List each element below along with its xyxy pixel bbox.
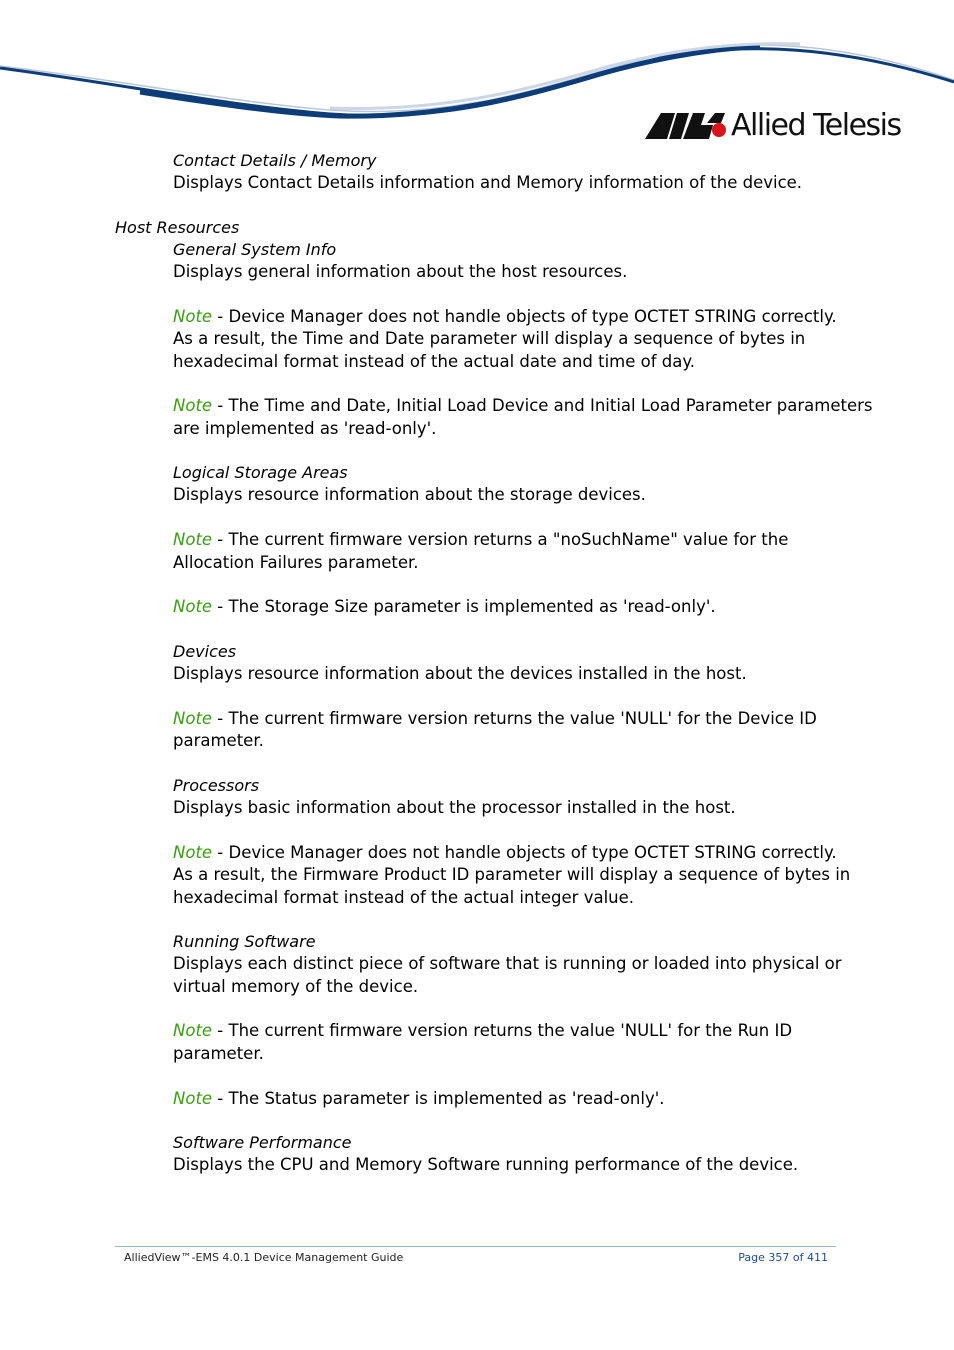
note-line xyxy=(173,395,873,417)
allied-telesis-logo-icon xyxy=(645,113,727,139)
note-line xyxy=(173,596,716,618)
footer-page-number: Page 357 of 411 xyxy=(738,1251,828,1264)
section-heading: Host Resources xyxy=(115,218,240,237)
paragraph-line: As a result, the Time and Date parameter will display a sequence of bytes in xyxy=(173,329,806,348)
note-line xyxy=(173,306,837,328)
subsection-heading: Software Performance xyxy=(173,1133,352,1152)
paragraph-line: parameter. xyxy=(173,1044,264,1063)
brand-logo xyxy=(645,108,901,144)
note-text: - Device Manager does not handle objects of type OCTET STRING correctly. xyxy=(212,843,837,862)
footer-doc-title: AlliedView™-EMS 4.0.1 Device Management Guide xyxy=(124,1251,404,1264)
note-text: - Device Manager does not handle objects of type OCTET STRING correctly. xyxy=(212,307,837,326)
note-label: Note xyxy=(173,307,213,326)
paragraph-line: Allocation Failures parameter. xyxy=(173,553,419,572)
note-line xyxy=(173,1020,792,1042)
note-label: Note xyxy=(173,1021,213,1040)
footer-divider xyxy=(115,1246,836,1247)
note-label: Note xyxy=(173,396,213,415)
note-text: - The Time and Date, Initial Load Device and Initial Load Parameter parameters xyxy=(212,396,873,415)
subsection-heading: Processors xyxy=(173,776,260,795)
paragraph-line: parameter. xyxy=(173,731,264,750)
page-header xyxy=(0,0,954,150)
subsection-heading: Contact Details / Memory xyxy=(173,151,377,170)
subsection-heading: Devices xyxy=(173,642,237,661)
paragraph-line: Displays each distinct piece of software that is running or loaded into physical or xyxy=(173,954,842,973)
note-label: Note xyxy=(173,597,213,616)
paragraph-line: hexadecimal format instead of the actual date and time of day. xyxy=(173,352,696,371)
note-text: - The current firmware version returns a "noSuchName" value for the xyxy=(212,530,789,549)
paragraph-line: Displays resource information about the storage devices. xyxy=(173,485,646,504)
note-text: - The Status parameter is implemented as 'read-only'. xyxy=(212,1089,665,1108)
paragraph-line: Displays general information about the host resources. xyxy=(173,262,628,281)
paragraph-line: are implemented as 'read-only'. xyxy=(173,419,437,438)
paragraph-line: Displays the CPU and Memory Software running performance of the device. xyxy=(173,1155,799,1174)
paragraph-line: virtual memory of the device. xyxy=(173,977,419,996)
paragraph-line: Displays resource information about the devices installed in the host. xyxy=(173,664,747,683)
note-line xyxy=(173,842,837,864)
note-text: - The Storage Size parameter is implemented as 'read-only'. xyxy=(212,597,716,616)
note-label: Note xyxy=(173,709,213,728)
note-line xyxy=(173,1088,665,1110)
paragraph-line: As a result, the Firmware Product ID parameter will display a sequence of bytes in xyxy=(173,865,851,884)
note-label: Note xyxy=(173,843,213,862)
note-text: - The current firmware version returns the value 'NULL' for the Device ID xyxy=(212,709,817,728)
subsection-heading: Running Software xyxy=(173,932,316,951)
brand-name: Allied Telesis xyxy=(731,108,901,143)
note-label: Note xyxy=(173,530,213,549)
paragraph-line: Displays Contact Details information and Memory information of the device. xyxy=(173,173,803,192)
note-line xyxy=(173,529,788,551)
subsection-heading: Logical Storage Areas xyxy=(173,463,348,482)
note-text: - The current firmware version returns the value 'NULL' for the Run ID xyxy=(212,1021,793,1040)
subsection-heading: General System Info xyxy=(173,240,337,259)
note-line xyxy=(173,708,817,730)
note-label: Note xyxy=(173,1089,213,1108)
paragraph-line: hexadecimal format instead of the actual integer value. xyxy=(173,888,635,907)
paragraph-line: Displays basic information about the processor installed in the host. xyxy=(173,798,736,817)
